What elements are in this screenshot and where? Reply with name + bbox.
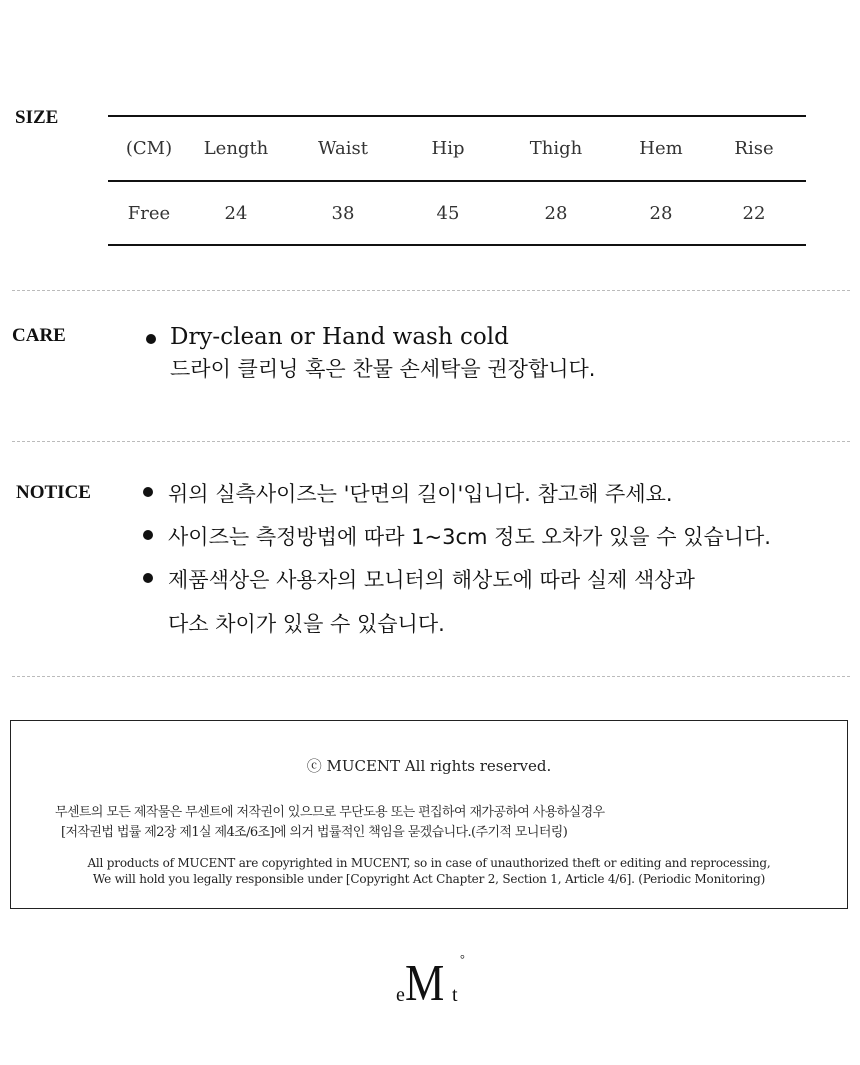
copyright-en-line1: All products of MUCENT are copyrighted in MUCENT, so in case of unauthorized theft or editing and reprocessing,: [87, 856, 771, 870]
notice-item: 사이즈는 측정방법에 따라 1~3cm 정도 오차가 있을 수 있습니다.: [168, 525, 771, 549]
size-section-label: SIZE: [15, 107, 59, 128]
size-header-thigh: Thigh: [529, 138, 583, 159]
size-cell-waist: 38: [331, 202, 355, 224]
size-header-length: Length: [203, 138, 269, 159]
notice-bullet-icon: [143, 573, 153, 583]
size-table-header-row: [108, 115, 806, 182]
copyright-box: [10, 720, 848, 909]
size-cell-rise: 22: [742, 202, 766, 224]
notice-item: 위의 실측사이즈는 '단면의 길이'입니다. 참고해 주세요.: [168, 482, 673, 506]
notice-item-continued: 다소 차이가 있을 수 있습니다.: [168, 612, 445, 636]
size-cell-free: Free: [127, 202, 171, 224]
notice-item: 제품색상은 사용자의 모니터의 해상도에 따라 실제 색상과: [168, 568, 695, 592]
size-header-hip: Hip: [431, 138, 465, 159]
copyright-ko-line1: 무센트의 모든 제작물은 무센트에 저작권이 있으므로 무단도용 또는 편집하여 재가공하여 사용하실경우: [55, 805, 605, 820]
logo-mark: °: [460, 952, 465, 966]
size-header-rise: Rise: [734, 138, 774, 159]
size-table-row: [108, 182, 806, 246]
copyright-title: ⓒ MUCENT All rights reserved.: [306, 757, 552, 775]
notice-section-label: NOTICE: [16, 482, 91, 503]
divider: [12, 290, 850, 291]
logo-letter-m: M: [405, 955, 445, 1012]
divider: [12, 676, 850, 677]
logo-letter-t: t: [452, 984, 458, 1006]
size-cell-length: 24: [224, 202, 248, 224]
care-bullet-icon: [146, 334, 156, 344]
brand-logo: [396, 952, 468, 1014]
divider: [12, 441, 850, 442]
size-cell-hem: 28: [649, 202, 673, 224]
size-table: [108, 115, 806, 246]
logo-letter-e: e: [396, 984, 405, 1006]
size-cell-hip: 45: [436, 202, 460, 224]
size-header-hem: Hem: [639, 138, 683, 159]
copyright-ko-line2: [저작권법 법률 제2장 제1실 제4조/6조]에 의거 법률적인 책임을 묻겠습니다.(주기적 모니터링): [61, 825, 568, 840]
notice-bullet-icon: [143, 487, 153, 497]
size-header-unit: (CM): [125, 138, 173, 159]
size-header-waist: Waist: [318, 138, 368, 159]
care-section-label: CARE: [12, 325, 66, 346]
care-line-en: Dry-clean or Hand wash cold: [170, 324, 509, 350]
size-cell-thigh: 28: [544, 202, 568, 224]
notice-bullet-icon: [143, 530, 153, 540]
copyright-en-line2: We will hold you legally responsible under [Copyright Act Chapter 2, Section 1, Article 4/6]. (Periodic Monitoring): [92, 872, 766, 886]
care-line-ko: 드라이 클리닝 혹은 찬물 손세탁을 권장합니다.: [170, 357, 596, 381]
